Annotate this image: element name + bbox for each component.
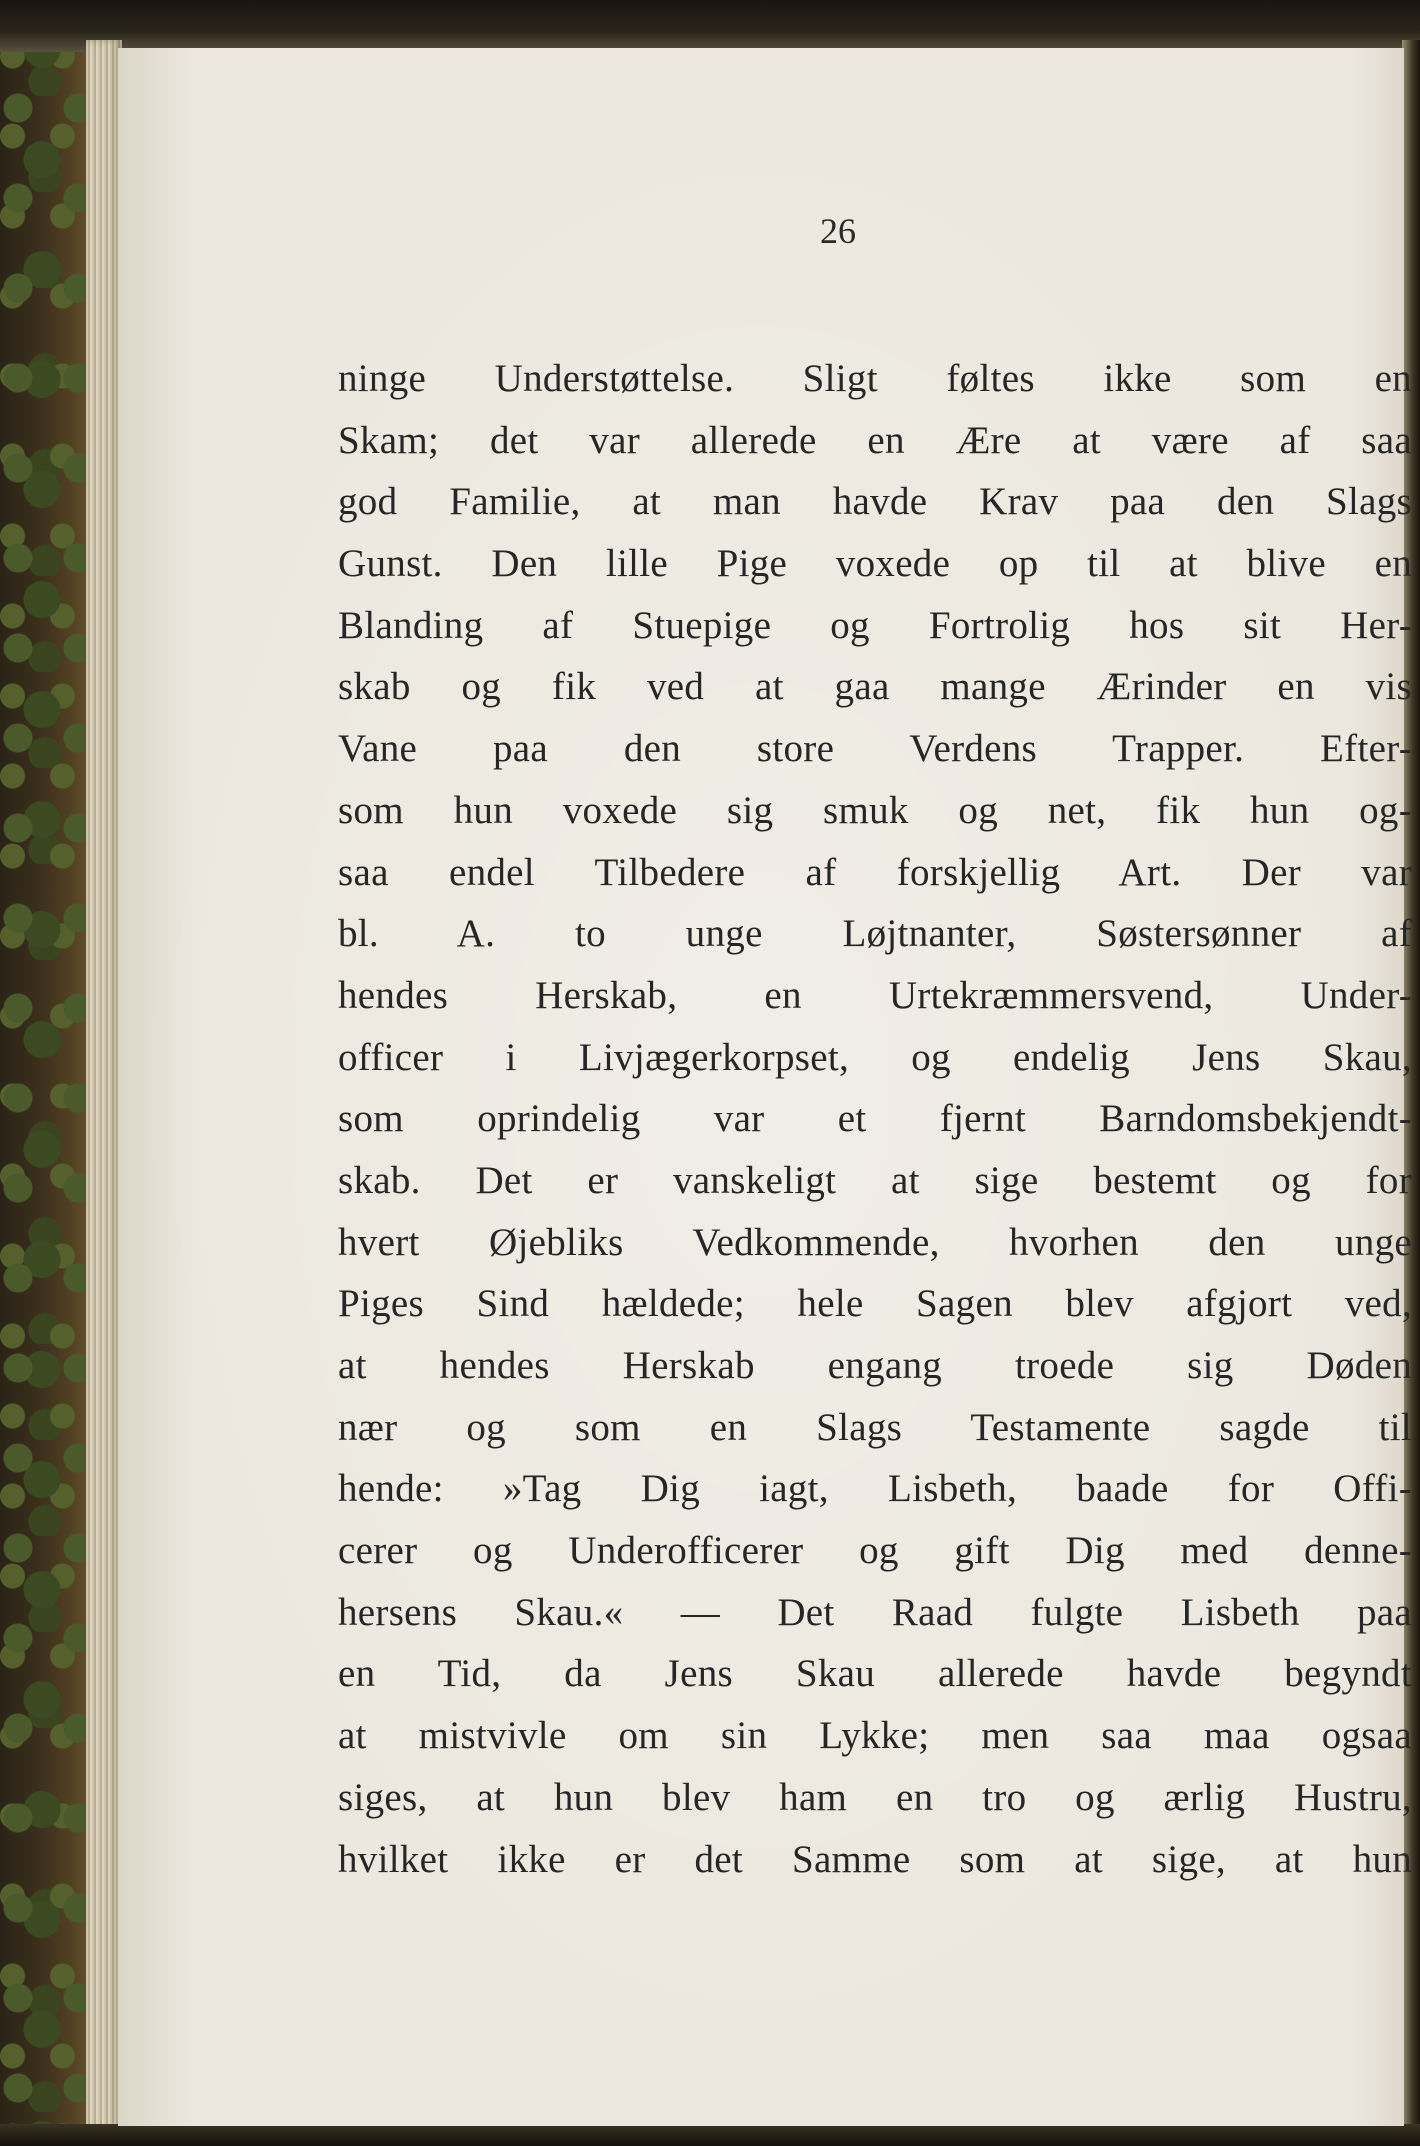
- text-line: at hendes Herskab engang troede sig Døden: [338, 1344, 1412, 1387]
- text-line: som oprindelig var et fjernt Barndomsbekjendt-: [338, 1097, 1412, 1141]
- text-line: som hun voxede sig smuk og net, fik hun og-: [338, 788, 1412, 832]
- text-line: en Tid, da Jens Skau allerede havde begyndt: [338, 1652, 1412, 1696]
- page-edges: [86, 40, 122, 2140]
- book-page: [118, 48, 1412, 2126]
- body-text: [338, 348, 1412, 1890]
- text-line: Gunst. Den lille Pige voxede op til at blive en: [338, 542, 1412, 586]
- text-line: hvilket ikke er det Samme som at sige, at hun: [338, 1837, 1412, 1881]
- text-line: skab. Det er vanskeligt at sige bestemt og for: [338, 1158, 1412, 1202]
- text-line: god Familie, at man havde Krav paa den Slags: [338, 480, 1412, 524]
- text-line: hende: »Tag Dig iagt, Lisbeth, baade for Offi-: [338, 1467, 1412, 1511]
- top-edge: [0, 0, 1420, 52]
- text-line: siges, at hun blev ham en tro og ærlig Hustru,: [338, 1775, 1412, 1819]
- text-line: nær og som en Slags Testamente sagde til: [338, 1405, 1412, 1449]
- text-line: skab og fik ved at gaa mange Ærinder en vis: [338, 665, 1412, 709]
- text-line: hendes Herskab, en Urtekræmmersvend, Under-: [338, 973, 1412, 1017]
- text-line: bl. A. to unge Løjtnanter, Søstersønner af: [338, 912, 1412, 956]
- text-line: hvert Øjebliks Vedkommende, hvorhen den unge: [338, 1220, 1412, 1264]
- text-line: at mistvivle om sin Lykke; men saa maa ogsaa: [338, 1714, 1412, 1758]
- text-line: saa endel Tilbedere af forskjellig Art. Der var: [338, 850, 1412, 894]
- page-number: 26: [820, 211, 856, 251]
- text-line: officer i Livjægerkorpset, og endelig Jens Skau,: [338, 1035, 1412, 1079]
- text-line: ninge Understøttelse. Sligt føltes ikke som en: [338, 357, 1412, 400]
- text-line: Blanding af Stuepige og Fortrolig hos sit Her-: [338, 603, 1412, 647]
- text-line: cerer og Underofficerer og gift Dig med denne-: [338, 1529, 1412, 1573]
- bottom-edge: [0, 2124, 1420, 2146]
- text-line: Vane paa den store Verdens Trapper. Efter-: [338, 727, 1412, 771]
- text-line: Skam; det var allerede en Ære at være af saa: [338, 418, 1412, 462]
- text-line: Piges Sind hældede; hele Sagen blev afgjort ved,: [338, 1282, 1412, 1326]
- text-line: hersens Skau.« — Det Raad fulgte Lisbeth paa: [338, 1590, 1412, 1634]
